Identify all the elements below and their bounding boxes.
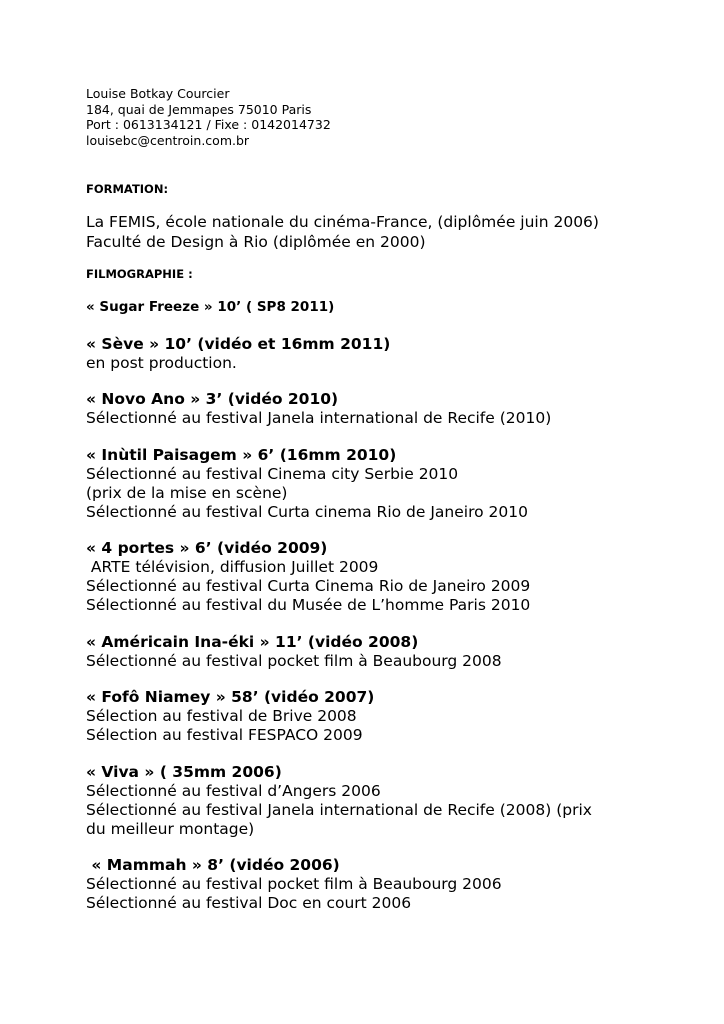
filmographie-heading: FILMOGRAPHIE : — [86, 267, 193, 281]
contact-name: Louise Botkay Courcier — [86, 86, 230, 101]
contact-email: louisebc@centroin.com.br — [86, 132, 250, 148]
formation-list — [86, 213, 706, 252]
film-entry — [86, 763, 706, 839]
contact-address: 184, quai de Jemmapes 75010 Paris — [86, 101, 312, 117]
film-title: « Sève » 10’ (vidéo et 16mm 2011) — [86, 335, 391, 353]
film-title: « Inùtil Paisagem » 6’ (16mm 2010) — [86, 446, 397, 464]
film-entry — [86, 688, 706, 745]
film-entry — [86, 856, 706, 913]
film-entry — [86, 298, 706, 317]
resume-page — [86, 86, 706, 913]
film-detail: ARTE télévision, diffusion Juillet 2009 — [86, 558, 379, 576]
film-detail: Sélectionné au festival Janela international de Recife (2010) — [86, 409, 552, 427]
film-entry — [86, 390, 706, 428]
film-title: « Novo Ano » 3’ (vidéo 2010) — [86, 390, 339, 408]
film-title: « Sugar Freeze » 10’ ( SP8 2011) — [86, 299, 335, 315]
film-detail: Sélectionné au festival Janela international de Recife (2008) (prix du meilleur montage) — [86, 801, 592, 838]
film-detail: Sélectionné au festival Curta cinema Rio de Janeiro 2010 — [86, 503, 528, 521]
film-title: « Viva » ( 35mm 2006) — [86, 763, 282, 781]
contact-phones: Port : 0613134121 / Fixe : 0142014732 — [86, 117, 331, 132]
film-detail: Sélectionné au festival Doc en court 2006 — [86, 894, 412, 912]
film-detail: en post production. — [86, 354, 237, 372]
film-detail: Sélectionné au festival pocket film à Beaubourg 2006 — [86, 875, 502, 893]
formation-item: La FEMIS, école nationale du cinéma-France, (diplômée juin 2006) — [86, 213, 599, 231]
film-entry — [86, 539, 706, 615]
formation-item: Faculté de Design à Rio (diplômée en 2000) — [86, 232, 426, 251]
film-detail: Sélectionné au festival pocket film à Beaubourg 2008 — [86, 652, 502, 670]
film-detail: Sélectionné au festival Cinema city Serbie 2010 — [86, 465, 459, 483]
film-title: « 4 portes » 6’ (vidéo 2009) — [86, 539, 328, 557]
film-detail: (prix de la mise en scène) — [86, 484, 288, 502]
film-detail: Sélection au festival de Brive 2008 — [86, 707, 357, 725]
film-detail: Sélection au festival FESPACO 2009 — [86, 726, 363, 744]
film-entry — [86, 446, 706, 522]
contact-block — [86, 86, 706, 148]
film-entry — [86, 335, 706, 373]
film-detail: Sélectionné au festival d’Angers 2006 — [86, 782, 381, 800]
film-entry — [86, 633, 706, 671]
film-detail: Sélectionné au festival Curta Cinema Rio de Janeiro 2009 — [86, 577, 531, 595]
film-list — [86, 298, 706, 913]
film-title: « Américain Ina-éki » 11’ (vidéo 2008) — [86, 633, 419, 651]
film-detail: Sélectionné au festival du Musée de L’homme Paris 2010 — [86, 596, 531, 614]
film-title: « Fofô Niamey » 58’ (vidéo 2007) — [86, 688, 375, 706]
formation-heading: FORMATION: — [86, 182, 169, 196]
film-title: « Mammah » 8’ (vidéo 2006) — [86, 856, 340, 874]
